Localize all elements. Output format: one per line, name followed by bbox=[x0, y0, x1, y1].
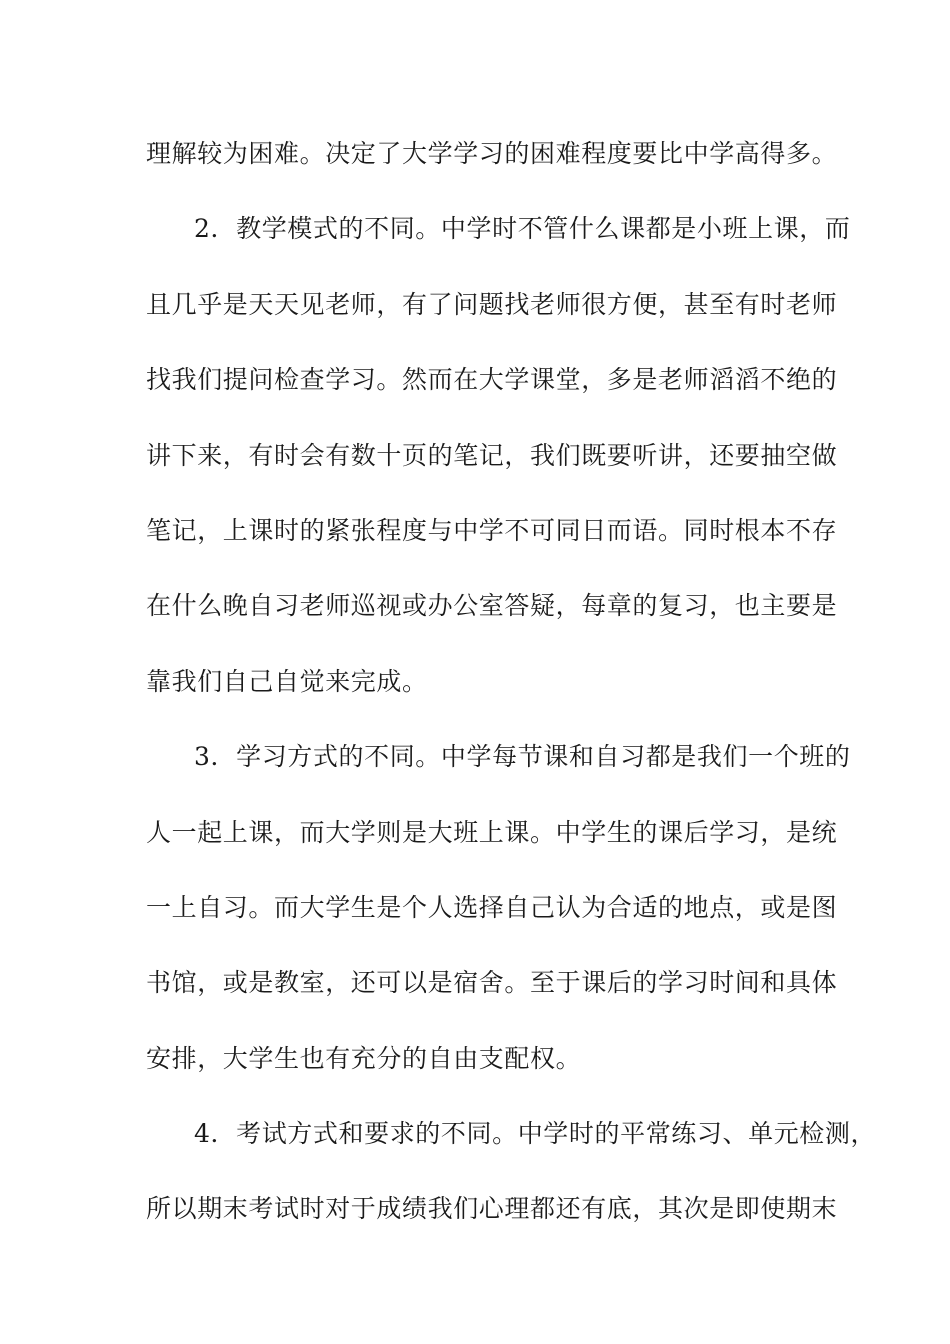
text-line: 在什么晚自习老师巡视或办公室答疑，每章的复习，也主要是 bbox=[146, 591, 838, 621]
text-line: 找我们提问检查学习。然而在大学课堂，多是老师滔滔不绝的 bbox=[146, 365, 838, 395]
paragraph-start-line: 4．考试方式和要求的不同。中学时的平常练习、单元检测， bbox=[194, 1119, 877, 1149]
body-text bbox=[146, 129, 877, 1260]
text-line: 书馆，或是教室，还可以是宿舍。至于课后的学习时间和具体 bbox=[146, 968, 838, 998]
paragraph-start-line: 3．学习方式的不同。中学每节课和自习都是我们一个班的 bbox=[194, 742, 851, 772]
text-line: 且几乎是天天见老师，有了问题找老师很方便，甚至有时老师 bbox=[146, 289, 838, 319]
text-line: 笔记，上课时的紧张程度与中学不可同日而语。同时根本不存 bbox=[146, 515, 838, 545]
text-line: 靠我们自己自觉来完成。 bbox=[146, 666, 428, 696]
text-line: 安排，大学生也有充分的自由支配权。 bbox=[146, 1043, 582, 1073]
paragraph-start-line: 2．教学模式的不同。中学时不管什么课都是小班上课，而 bbox=[194, 214, 851, 244]
text-line: 一上自习。而大学生是个人选择自己认为合适的地点，或是图 bbox=[146, 892, 838, 922]
text-line: 所以期末考试时对于成绩我们心理都还有底，其次是即使期末 bbox=[146, 1194, 838, 1224]
text-line: 人一起上课，而大学则是大班上课。中学生的课后学习，是统 bbox=[146, 817, 838, 847]
text-line: 理解较为困难。决定了大学学习的困难程度要比中学高得多。 bbox=[146, 139, 838, 168]
text-line: 讲下来，有时会有数十页的笔记，我们既要听讲，还要抽空做 bbox=[146, 440, 838, 470]
